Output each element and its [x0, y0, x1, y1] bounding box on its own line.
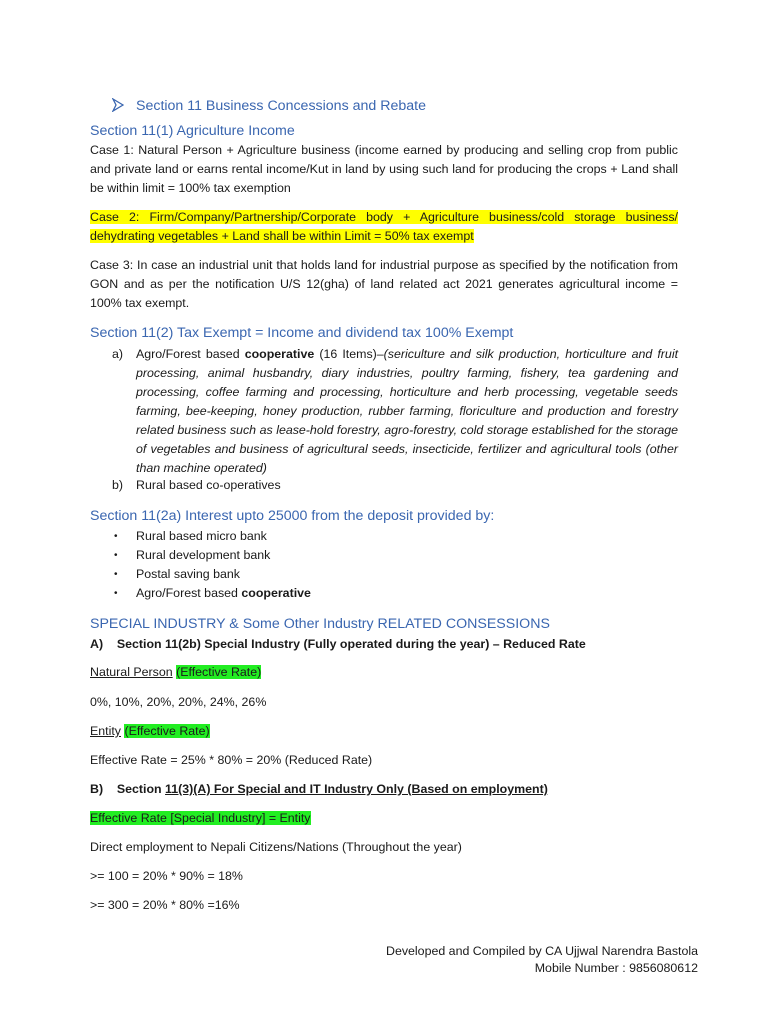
bullet-item — [136, 584, 311, 603]
item-a-text — [136, 345, 678, 478]
item-a-count: (16 Items)– — [314, 347, 384, 361]
natural-person-label: Natural Person — [90, 665, 173, 679]
subsection-b-underlined: 11(3)(A) For Special and IT Industry Only (Based on employment) — [165, 782, 548, 796]
item-b-marker: b) — [112, 478, 124, 492]
subsection-b-prefix: B) Section — [90, 782, 166, 796]
section-title: Section 11 Business Concessions and Rebate — [136, 98, 426, 114]
case-2-paragraph — [90, 208, 678, 246]
heading-11-2: Section 11(2) Tax Exempt = Income and dividend tax 100% Exempt — [90, 325, 514, 341]
direct-employment-line: Direct employment to Nepali Citizens/Nations (Throughout the year) — [90, 840, 462, 854]
bullet-4-bold: cooperative — [241, 586, 311, 600]
case-2-highlight: Case 2: Firm/Company/Partnership/Corporate body + Agriculture business/cold storage business/ dehydrating vegetables + Land shall be within Limit = 50% tax exempt — [90, 210, 678, 243]
subsection-a-heading: A) Section 11(2b) Special Industry (Fully operated during the year) – Reduced Rate — [90, 637, 586, 651]
rates-line: 0%, 10%, 20%, 20%, 24%, 26% — [90, 695, 267, 709]
case-1-paragraph: Case 1: Natural Person + Agriculture business (income earned by producing and selling crop from public and private land or earns rental income/Kut in land by using such land for producing the crops + Land shall be within limit = 100% tax exemption — [90, 143, 678, 195]
subsection-b-heading — [90, 780, 678, 799]
footer-line-1: Developed and Compiled by CA Ujjwal Narendra Bastola — [386, 944, 698, 958]
bullet-4-prefix: Agro/Forest based — [136, 586, 242, 600]
item-a-bold: cooperative — [244, 347, 315, 361]
bullet-dot-icon: • — [114, 550, 118, 561]
heading-11-1: Section 11(1) Agriculture Income — [90, 123, 295, 139]
bullet-item: Rural based micro bank — [136, 529, 267, 543]
bullet-dot-icon: • — [114, 588, 118, 599]
footer-line-2: Mobile Number : 9856080612 — [534, 961, 698, 975]
item-a-italic: (sericulture and silk production, horticulture and fruit processing, animal husbandry, diary industries, poultry farming, fishery, tea gardening and processing, coffee farming and processing, horticulture and herb processing, vegetable seeds farming, bee-keeping, honey production, rubber farming, floriculture and production and forestry related business such as lease-hold forestry, agro-forestry, cold storage established for the storage of vegetables and business of agricultural seeds, insecticide, fertilizer and agricultural tools (other than machine operated) — [136, 347, 679, 475]
effective-special-highlight: Effective Rate [Special Industry] = Entity — [90, 811, 311, 825]
bullet-dot-icon: • — [114, 531, 118, 542]
effective-special-line — [90, 809, 678, 828]
natural-person-line — [90, 663, 678, 682]
effective-rate-tag: (Effective Rate) — [176, 665, 262, 679]
footer-credit — [386, 943, 698, 977]
special-industry-heading: SPECIAL INDUSTRY & Some Other Industry RELATED CONSESSIONS — [90, 616, 550, 632]
arrow-right-icon — [112, 98, 124, 115]
bullet-item: Postal saving bank — [136, 567, 241, 581]
case-3-paragraph: Case 3: In case an industrial unit that holds land for industrial purpose as specified by the notification from GON and as per the notification U/S 12(gha) of land related act 2021 generates agricultural income = 100% tax exempt. — [90, 258, 678, 310]
employment-100-line: >= 100 = 20% * 90% = 18% — [90, 869, 243, 883]
item-b-text: Rural based co-operatives — [136, 478, 281, 492]
item-a-prefix: Agro/Forest based — [136, 347, 245, 361]
bullet-item: Rural development bank — [136, 548, 271, 562]
item-a-marker: a) — [112, 347, 124, 361]
entity-label: Entity — [90, 724, 121, 738]
employment-300-line: >= 300 = 20% * 80% =16% — [90, 898, 240, 912]
heading-11-2a: Section 11(2a) Interest upto 25000 from the deposit provided by: — [90, 508, 495, 524]
entity-line — [90, 722, 678, 741]
effective-rate-calc: Effective Rate = 25% * 80% = 20% (Reduced Rate) — [90, 753, 373, 767]
bullet-dot-icon: • — [114, 569, 118, 580]
effective-rate-tag: (Effective Rate) — [124, 724, 210, 738]
